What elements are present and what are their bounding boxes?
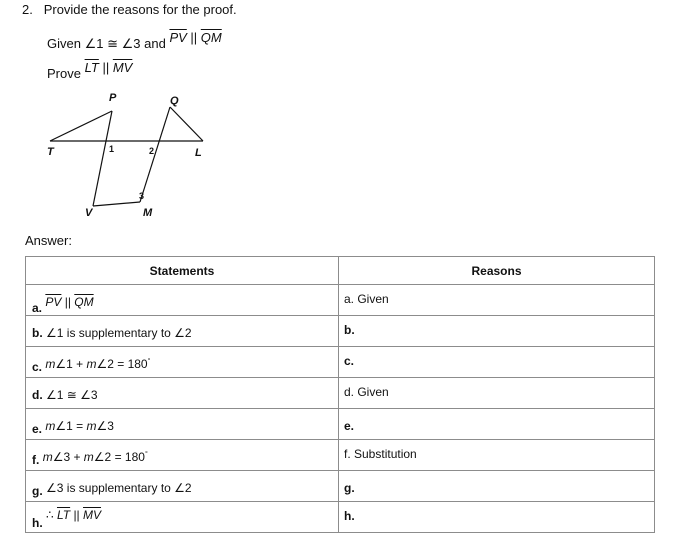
- line-mq: [140, 107, 170, 202]
- proof-table: [25, 256, 655, 533]
- point-m-label: M: [143, 207, 153, 219]
- prove-line: [47, 60, 133, 81]
- table-row: [26, 471, 655, 502]
- reason-h: h.: [344, 509, 355, 523]
- line-ql: [170, 107, 203, 141]
- reason-cell: [339, 409, 655, 440]
- statement-e: e. m∠1 = m∠3: [32, 419, 114, 436]
- statement-c: c. m∠1 + m∠2 = 180°: [32, 357, 151, 374]
- table-row: [26, 316, 655, 347]
- statement-cell: [26, 285, 339, 316]
- table-row: [26, 378, 655, 409]
- angle-3-label: 3: [139, 191, 145, 201]
- statement-cell: [26, 378, 339, 409]
- prove-parallel: ||: [102, 60, 110, 75]
- point-v-label: V: [85, 207, 93, 219]
- problem-instruction: Provide the reasons for the proof.: [43, 2, 237, 17]
- line-tp: [50, 111, 112, 141]
- given-angles: ∠1 ≅ ∠3: [84, 36, 141, 51]
- reason-f: f. Substitution: [344, 447, 417, 461]
- problem-number: 2.: [22, 2, 33, 17]
- statement-h: h. ∴ $\overline{LT}$ || $\overline{MV}$: [32, 508, 102, 530]
- reason-cell: [339, 378, 655, 409]
- reason-c: c.: [344, 354, 355, 368]
- reason-cell: [339, 502, 655, 533]
- prove-segment-mv: $\overline{MV}$: [112, 60, 133, 75]
- point-q-label: Q: [170, 95, 179, 107]
- statement-cell: [26, 471, 339, 502]
- table-row: [26, 285, 655, 316]
- reason-b: b.: [344, 323, 355, 337]
- geometry-figure: [40, 88, 240, 228]
- reason-a: a. Given: [344, 292, 389, 306]
- point-t-label: T: [47, 146, 54, 158]
- line-vm: [93, 202, 140, 206]
- angle-2-label: 2: [149, 146, 155, 156]
- reason-cell: [339, 471, 655, 502]
- prove-label: Prove: [47, 66, 81, 81]
- statement-cell: [26, 409, 339, 440]
- given-parallel: ||: [190, 30, 198, 45]
- given-segment-qm: $\overline{QM}$: [200, 30, 222, 45]
- statement-cell: [26, 316, 339, 347]
- point-l-label: L: [195, 147, 202, 159]
- prove-segment-lt: $\overline{LT}$: [84, 60, 99, 75]
- reason-cell: [339, 285, 655, 316]
- reason-cell: [339, 316, 655, 347]
- given-label: Given: [47, 36, 81, 51]
- table-row: [26, 440, 655, 471]
- table-row: [26, 502, 655, 533]
- line-pv: [93, 111, 115, 206]
- statement-g: g. ∠3 is supplementary to ∠2: [32, 481, 192, 498]
- statement-cell: [26, 347, 339, 378]
- statements-header: Statements: [26, 257, 339, 285]
- statement-f: f. m∠3 + m∠2 = 180°: [32, 450, 148, 467]
- statement-a: a. $\overline{PV}$ || $\overline{QM}$: [32, 295, 94, 315]
- reason-g: g.: [344, 481, 355, 495]
- given-line: [47, 30, 222, 51]
- reasons-header: Reasons: [339, 257, 655, 285]
- problem-header: [22, 2, 237, 17]
- statement-b: b. ∠1 is supplementary to ∠2: [32, 326, 192, 340]
- reason-cell: [339, 347, 655, 378]
- table-header-row: [26, 257, 655, 285]
- reason-d: d. Given: [344, 385, 389, 399]
- answer-label: Answer:: [25, 233, 72, 248]
- table-row: [26, 409, 655, 440]
- statement-cell: [26, 440, 339, 471]
- reason-cell: [339, 440, 655, 471]
- point-p-label: P: [109, 92, 117, 104]
- given-segment-pv: $\overline{PV}$: [169, 30, 187, 45]
- table-row: [26, 347, 655, 378]
- statement-cell: [26, 502, 339, 533]
- angle-1-label: 1: [109, 144, 115, 154]
- given-and: and: [144, 36, 166, 51]
- statement-d: d. ∠1 ≅ ∠3: [32, 388, 98, 402]
- reason-e: e.: [344, 419, 355, 433]
